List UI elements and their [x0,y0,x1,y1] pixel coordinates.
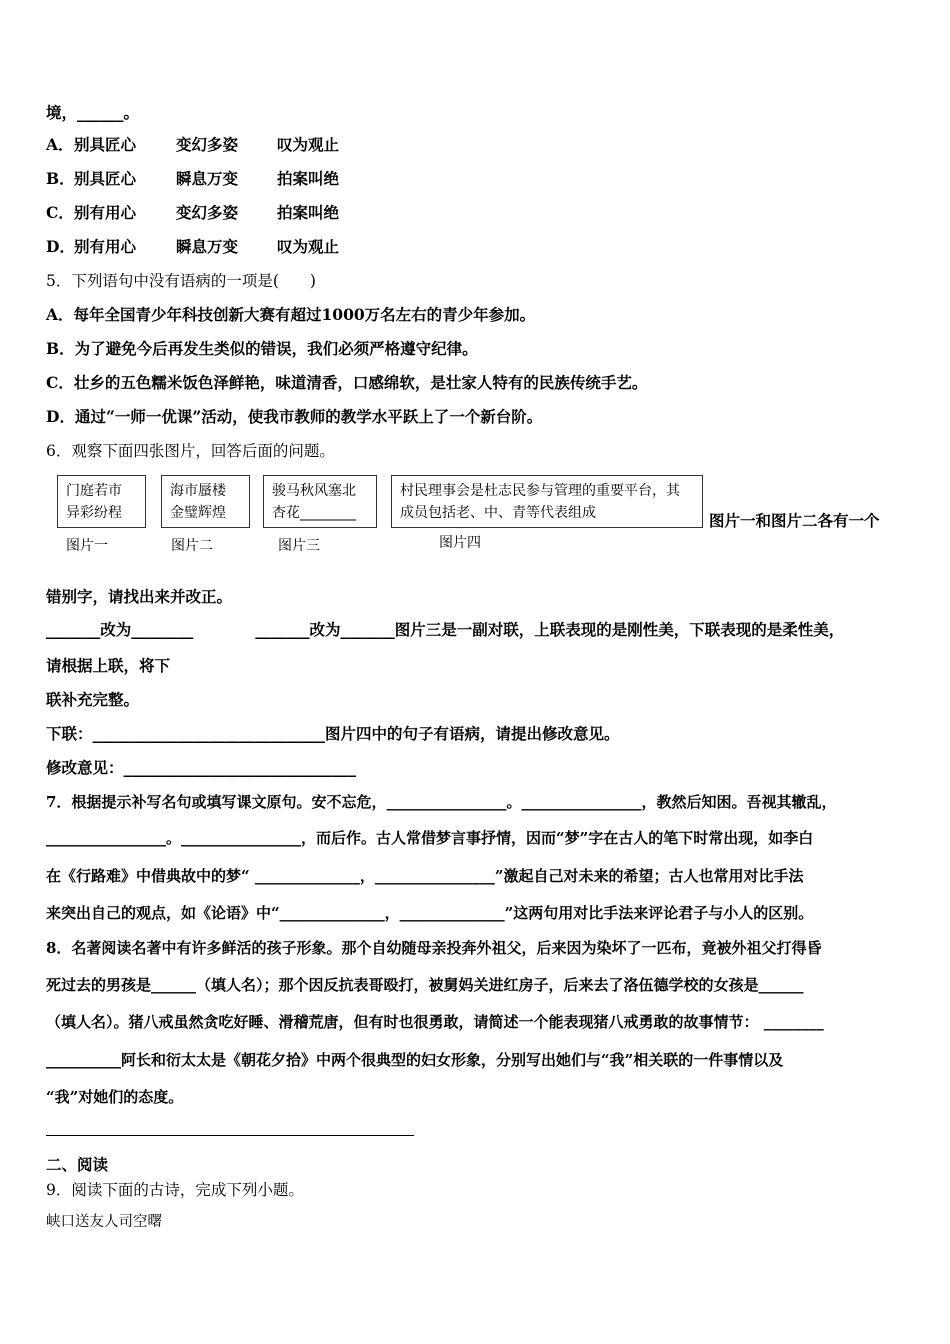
q6-stem: 6．观察下面四张图片，回答后面的问题。 [46,442,335,460]
pic-text: 金璧辉煌 [170,505,226,521]
option-word: 拍案叫绝 [277,169,340,188]
q4-option-b[interactable] [46,169,339,189]
q5-option-a[interactable]: A．每年全国青少年科技创新大赛有超过1000万名左右的青少年参加。 [46,305,536,324]
option-word: 叹为观止 [277,135,340,154]
section-title: 二、阅读 [46,1155,109,1174]
pic-text: 村民理事会是杜志民参与管理的重要平台，其 [400,483,680,499]
q7-line[interactable]: ________________。________________，而后作。古人常借梦言事抒情，因而“梦”字在古人的笔下时常出现，如李白 [46,829,814,847]
picture-1 [57,475,146,528]
q4-tail: 境，______。 [46,103,140,122]
q5-option-c[interactable]: C．壮乡的五色糯米饭色泽鲜艳，味道清香，口感绵软，是壮家人特有的民族传统手艺。 [46,373,648,392]
picture-4 [391,475,703,528]
q8-line: “我”对她们的态度。 [46,1088,184,1106]
answer-line[interactable] [46,1135,414,1136]
q6-line: 错别字，请找出来并改正。 [46,587,233,606]
option-word: 变幻多姿 [176,203,239,222]
picture-3 [263,475,377,528]
q5-stem: 5．下列语句中没有语病的一项是( ) [46,272,316,290]
option-word: 瞬息万变 [176,237,239,256]
option-key: B． [46,169,75,188]
q8-line[interactable]: （填人名）。猪八戒虽然贪吃好睡、滑稽荒唐，但有时也很勇敢，请简述一个能表现猪八戒勇敢的故事情节： ________ [46,1013,824,1031]
caption-4: 图片四 [439,535,481,551]
caption-2: 图片二 [171,538,213,554]
caption-1: 图片一 [66,538,108,554]
option-key: A． [46,135,74,154]
q6-line: 联补充完整。 [46,690,140,709]
option-key: C． [46,203,74,222]
picture-2 [161,475,250,528]
pic-text: 杏花________ [272,505,356,521]
pic-text: 门庭若市 [66,483,122,499]
option-word: 瞬息万变 [176,169,239,188]
option-word: 别具匠心 [74,135,137,154]
pic-text: 骏马秋风塞北 [272,483,356,499]
poem-title: 峡口送友人司空曙 [46,1214,162,1230]
q4-option-a[interactable] [46,135,339,155]
pic-text: 成员包括老、中、青等代表组成 [400,505,596,521]
option-word: 别有用心 [74,237,137,256]
pic-text: 异彩纷程 [66,505,122,521]
q6-line[interactable]: _______改为________ _______改为_______图片三是一副对联，上联表现的是刚性美，下联表现的是柔性美， [46,620,845,639]
q7-line[interactable]: 在《行路难》中借典故中的梦“ ______________，________________”激起自己对未来的希望；古人也常用对比手法 [46,867,804,885]
caption-3: 图片三 [278,538,320,554]
q6-line[interactable]: 下联：______________________________图片四中的句子有语病，请提出修改意见。 [46,724,620,743]
q4-option-d[interactable] [46,237,339,257]
q7-line[interactable]: 7．根据提示补写名句或填写课文原句。安不忘危，________________。________________，教然后知困。吾视其辙乱， [46,793,837,811]
q5-option-b[interactable]: B．为了避免今后再发生类似的错误，我们必须严格遵守纪律。 [46,339,478,358]
option-key: D． [46,237,75,256]
q6-line: 请根据上联，将下 [46,656,171,675]
option-word: 变幻多姿 [176,135,239,154]
option-word: 叹为观止 [277,237,340,256]
pic-text: 海市蜃楼 [170,483,226,499]
q7-line[interactable]: 来突出自己的观点，如《论语》中“______________，______________”这两句用对比手法来评论君子与小人的区别。 [46,904,814,922]
q4-option-c[interactable] [46,203,339,223]
q9-stem: 9．阅读下面的古诗，完成下列小题。 [46,1181,304,1199]
q8-line[interactable]: __________阿长和衍太太是《朝花夕拾》中两个很典型的妇女形象，分别写出她们与“我”相关联的一件事情以及 [46,1051,784,1069]
q6-text: 图片一和图片二各有一个 [709,511,880,530]
q6-line[interactable]: 修改意见：______________________________ [46,758,357,777]
q8-line[interactable]: 死过去的男孩是______（填人名）；那个因反抗表哥殴打，被舅妈关进红房子，后来去了洛伍德学校的女孩是______ [46,976,804,994]
q8-line: 8．名著阅读名著中有许多鲜活的孩子形象。那个自幼随母亲投奔外祖父，后来因为染坏了一匹布，竟被外祖父打得昏 [46,939,822,957]
option-word: 拍案叫绝 [277,203,340,222]
option-word: 别有用心 [74,203,137,222]
q5-option-d[interactable]: D．通过“一师一优课”活动，使我市教师的教学水平跃上了一个新台阶。 [46,407,543,426]
option-word: 别具匠心 [74,169,137,188]
